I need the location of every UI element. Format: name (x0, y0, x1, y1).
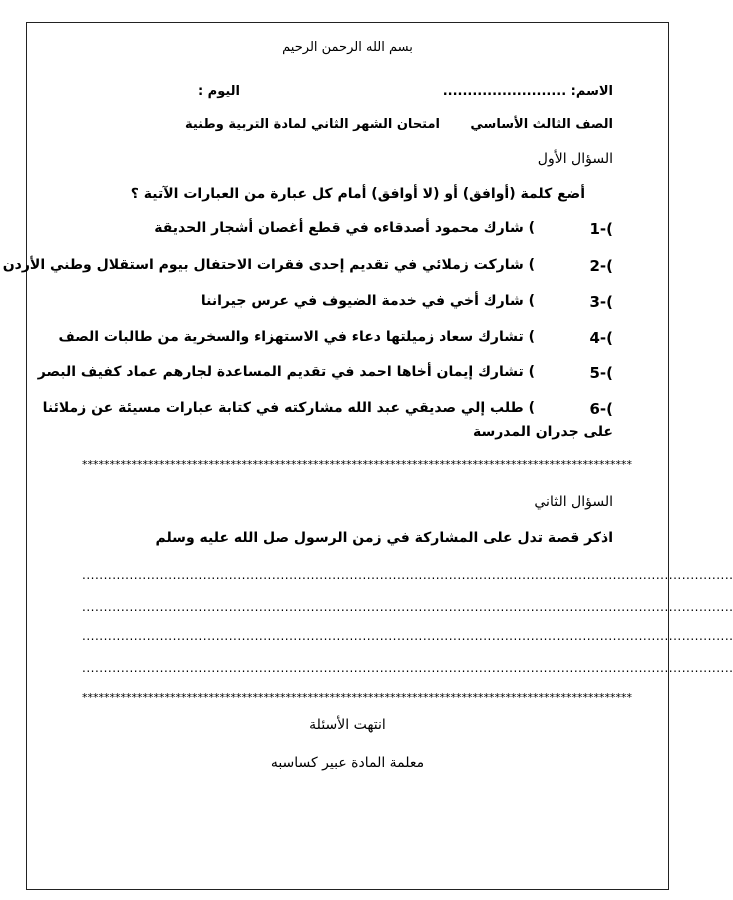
name-label: الاسم: ......................... (442, 84, 613, 99)
question1-title: السؤال الأول (537, 151, 613, 167)
question2-title: السؤال الثاني (534, 494, 613, 510)
item-number: 2-( (589, 257, 613, 275)
item-text: ) شارك أخي في خدمة الضيوف في عرس جيراننا (200, 293, 535, 309)
item-number: 5-( (589, 364, 613, 382)
grade-label: الصف الثالث الأساسي (470, 117, 613, 132)
answer-line: ....................................................................................................................................................... (82, 600, 733, 614)
separator-line: **************************************************************************************************** (82, 691, 632, 704)
item-text: ) طلب إلي صديقي عبد الله مشاركته في كتابة عبارات مسيئة عن زملائنا (42, 400, 535, 416)
answer-line: ....................................................................................................................................................... (82, 568, 733, 582)
teacher-signature: معلمة المادة عبير كساسبه (270, 755, 425, 771)
item-number: 3-( (589, 293, 613, 311)
question1-instruction: أضع كلمة (أوافق) أو (لا أوافق) أمام كل عبارة من العبارات الآتية ؟ (130, 186, 585, 202)
basmala: بسم الله الرحمن الرحيم (282, 40, 413, 55)
separator-line: **************************************************************************************************** (82, 458, 632, 471)
item-number: 4-( (589, 329, 613, 347)
item-number: 1-( (589, 220, 613, 238)
item-text: ) تشارك سعاد زميلتها دعاء في الاستهزاء والسخرية من طالبات الصف (58, 329, 535, 345)
item-number: 6-( (589, 400, 613, 418)
end-of-questions: انتهت الأسئلة (309, 717, 386, 733)
exam-title: امتحان الشهر الثاني لمادة التربية وطنية (184, 117, 440, 132)
item-text: ) تشارك إيمان أخاها احمد في تقديم المساعدة لجارهم عماد كفيف البصر (37, 364, 535, 380)
answer-line: ....................................................................................................................................................... (82, 661, 733, 675)
item-continuation: على جدران المدرسة (472, 424, 613, 440)
item-text: ) شارك محمود أصدقاءه في قطع أغصان أشجار الحديقة (154, 220, 535, 236)
day-label: اليوم : (197, 84, 240, 99)
question2-instruction: اذكر قصة تدل على المشاركة في زمن الرسول صل الله عليه وسلم (155, 530, 613, 546)
answer-line: ....................................................................................................................................................... (82, 629, 733, 643)
item-text: ) شاركت زملائي في تقديم إحدى فقرات الاحتفال بيوم استقلال وطني الأردن (2, 257, 535, 273)
